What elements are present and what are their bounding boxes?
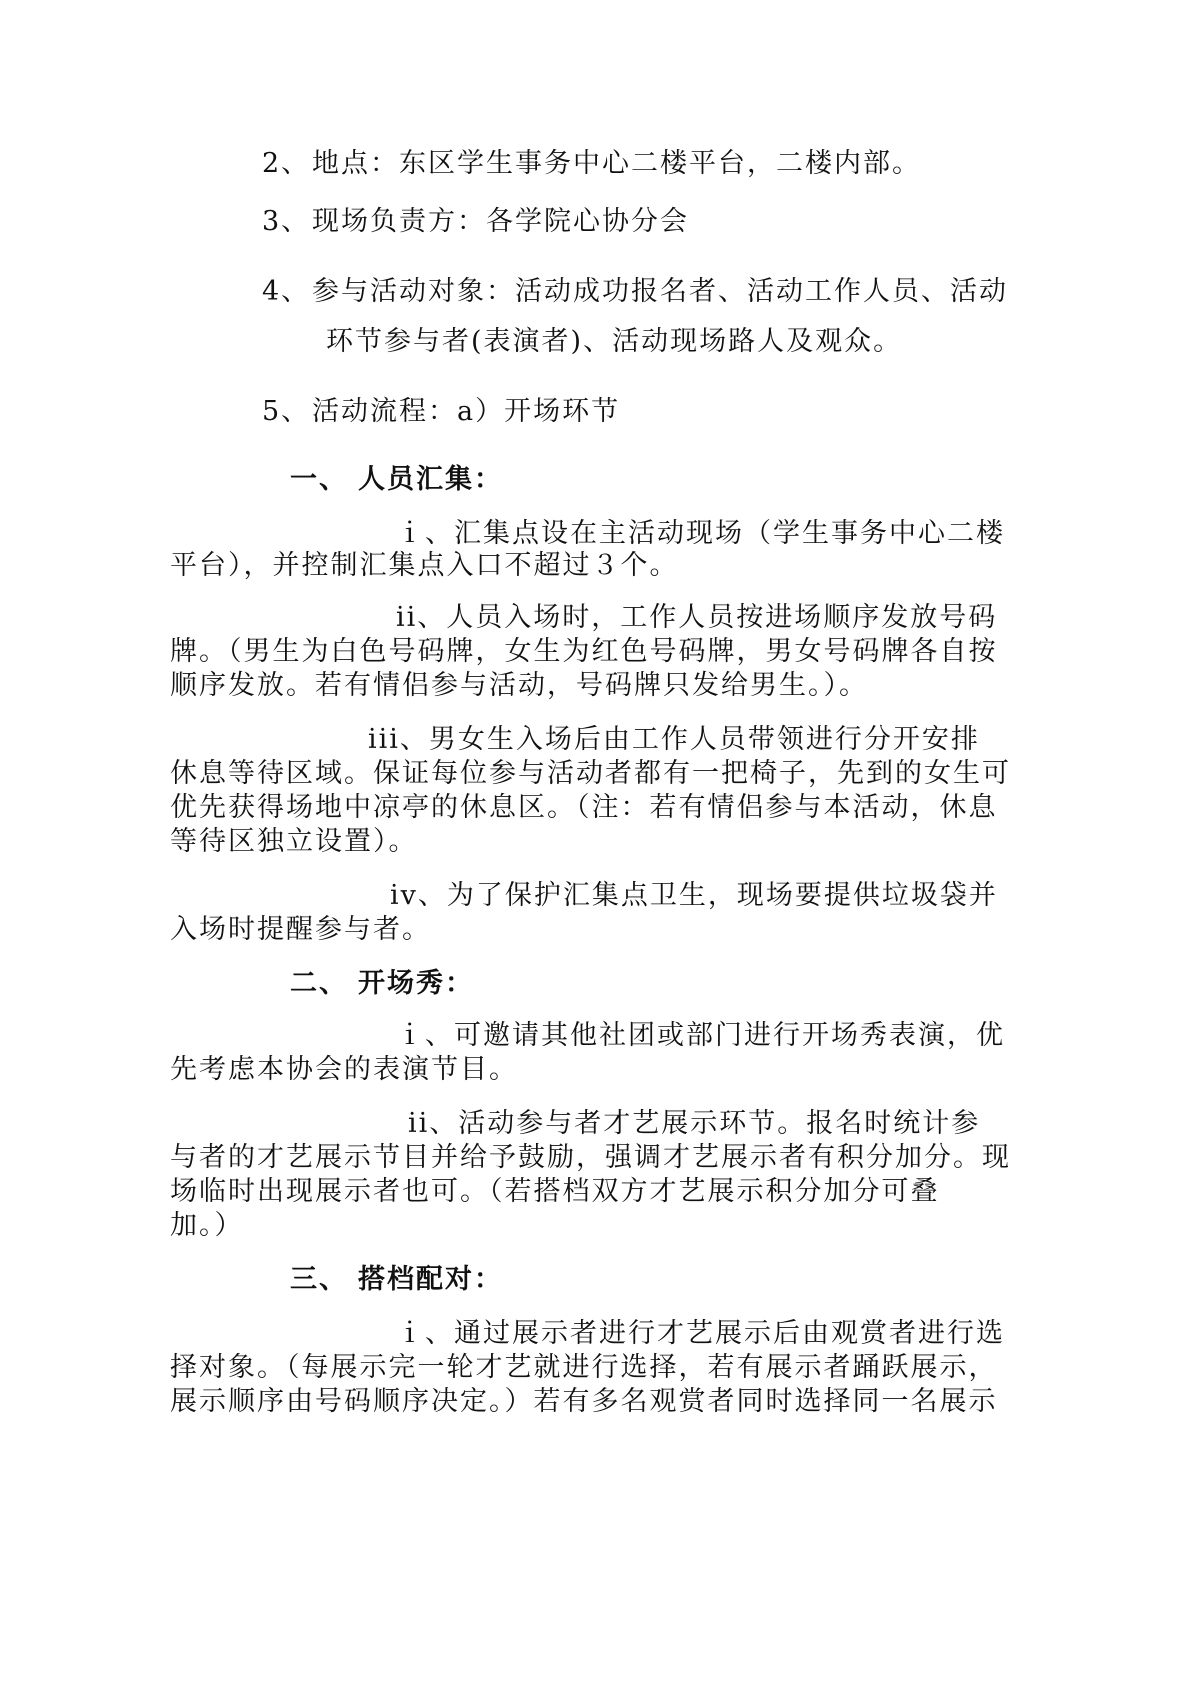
section-heading-title: 人员汇集： bbox=[358, 464, 503, 495]
paragraph-line: iii、男女生入场后由工作人员带领进行分开安排 bbox=[368, 724, 980, 755]
item-2 bbox=[262, 150, 921, 177]
section-heading bbox=[290, 1266, 503, 1293]
section-heading-number: 二、 bbox=[290, 968, 348, 999]
paragraph-line: 展示顺序由号码顺序决定。）若有多名观赏者同时选择同一名展示 bbox=[170, 1386, 998, 1417]
section-heading-number: 三、 bbox=[290, 1264, 348, 1295]
item-4-number: 4、 bbox=[262, 276, 311, 307]
paragraph-line: ii、活动参与者才艺展示环节。报名时统计参 bbox=[408, 1108, 981, 1139]
item-3 bbox=[262, 208, 689, 235]
paragraph-line: ｉ、通过展示者进行才艺展示后由观赏者进行选 bbox=[396, 1318, 1005, 1349]
section-heading-title: 开场秀： bbox=[358, 968, 474, 999]
item-5 bbox=[262, 398, 620, 425]
paragraph-line: 先考虑本协会的表演节目。 bbox=[170, 1054, 518, 1085]
paragraph-line: ii、人员入场时，工作人员按进场顺序发放号码 bbox=[396, 602, 998, 633]
paragraph-line: 等待区独立设置）。 bbox=[170, 826, 418, 857]
item-2-number: 2、 bbox=[262, 148, 311, 179]
item-4 bbox=[262, 278, 1008, 305]
section-heading-number: 一、 bbox=[290, 464, 348, 495]
paragraph-line: 牌。（男生为白色号码牌，女生为红色号码牌，男女号码牌各自按 bbox=[170, 636, 998, 667]
paragraph-line: 加。） bbox=[170, 1210, 244, 1241]
item-2-text: 地点：东区学生事务中心二楼平台，二楼内部。 bbox=[312, 148, 921, 179]
paragraph-line: ｉ、汇集点设在主活动现场（学生事务中心二楼 bbox=[396, 518, 1005, 549]
item-4-text: 参与活动对象：活动成功报名者、活动工作人员、活动 bbox=[312, 276, 1008, 307]
paragraph-line: 入场时提醒参与者。 bbox=[170, 914, 431, 945]
item-5-text: 活动流程：a）开场环节 bbox=[312, 396, 621, 427]
paragraph-line: 休息等待区域。保证每位参与活动者都有一把椅子，先到的女生可 bbox=[170, 758, 1011, 789]
paragraph-line: 场临时出现展示者也可。（若搭档双方才艺展示积分加分可叠 bbox=[170, 1176, 940, 1207]
paragraph-line: iv、为了保护汇集点卫生，现场要提供垃圾袋并 bbox=[390, 880, 998, 911]
item-5-number: 5、 bbox=[262, 396, 311, 427]
paragraph-line: 优先获得场地中凉亭的休息区。（注：若有情侣参与本活动，休息 bbox=[170, 792, 998, 823]
paragraph-line: 平台），并控制汇集点入口不超过３个。 bbox=[170, 550, 679, 581]
item-3-text: 现场负责方：各学院心协分会 bbox=[312, 206, 689, 237]
section-heading bbox=[290, 970, 474, 997]
paragraph-line: 顺序发放。若有情侣参与活动，号码牌只发给男生。）。 bbox=[170, 670, 868, 701]
item-3-number: 3、 bbox=[262, 206, 311, 237]
paragraph-line: 与者的才艺展示节目并给予鼓励，强调才艺展示者有积分加分。现 bbox=[170, 1142, 1011, 1173]
section-heading bbox=[290, 466, 503, 493]
item-4-continuation: 环节参与者(表演者)、活动现场路人及观众。 bbox=[326, 326, 903, 357]
section-heading-title: 搭档配对： bbox=[358, 1264, 503, 1295]
paragraph-line: ｉ、可邀请其他社团或部门进行开场秀表演，优 bbox=[396, 1020, 1005, 1051]
paragraph-line: 择对象。（每展示完一轮才艺就进行选择，若有展示者踊跃展示， bbox=[170, 1352, 998, 1383]
